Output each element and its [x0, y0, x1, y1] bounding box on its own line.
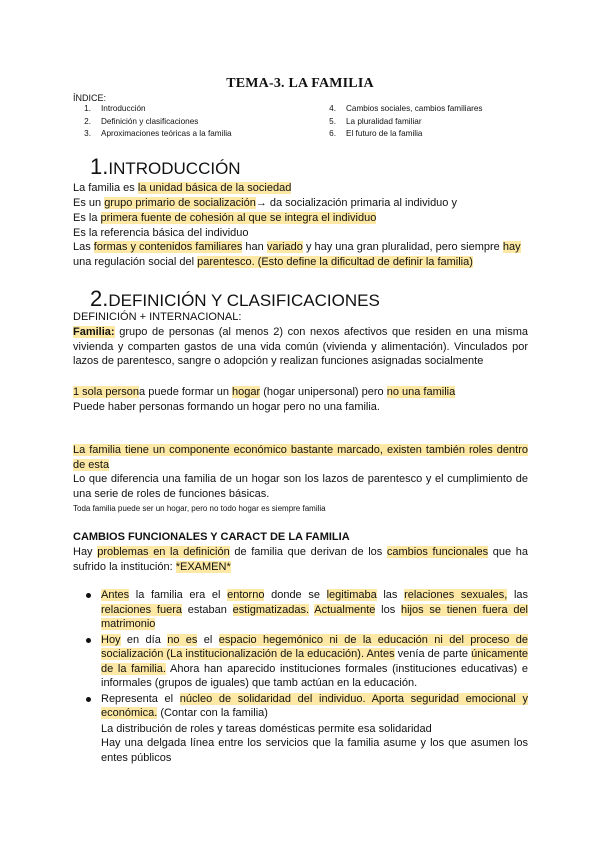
- cambios-heading: CAMBIOS FUNCIONALES Y CARACT DE LA FAMILIA: [73, 531, 350, 543]
- list-item: Antes la familia era el entorno donde se legitimaba las relaciones sexuales, las relaciones fuera estaban estigmatizadas. Actualmente los hijos se tienen fuera del matrimonio: [73, 588, 528, 632]
- text-line: Es un grupo primario de socialización→ da socialización primaria al individuo y: [73, 197, 457, 209]
- bullet-icon: [86, 593, 91, 598]
- text-line: Es la primera fuente de cohesión al que se integra el individuo: [73, 212, 377, 224]
- cambios-list: [73, 588, 528, 765]
- text-line: Puede haber personas formando un hogar pero no una familia.: [73, 401, 380, 413]
- index-label: ÍNDICE:: [73, 93, 107, 103]
- bullet-icon: [86, 638, 91, 643]
- document-title: TEMA-3. LA FAMILIA: [226, 76, 374, 91]
- index-item: 1. Introducción: [84, 104, 146, 113]
- list-subtext: Hay una delgada línea entre los servicios que la familia asume y los que asumen los entes públicos: [101, 737, 528, 764]
- index-list-left: [73, 103, 232, 141]
- text-line: La familia es la unidad básica de la sociedad: [73, 182, 292, 194]
- section-heading-introduccion: 1.INTRODUCCIÓN: [90, 154, 241, 179]
- index-item: 3. Aproximaciones teóricas a la familia: [84, 129, 232, 138]
- definition-paragraph: Familia: grupo de personas (al menos 2) con nexos afectivos que residen en una misma vivienda y comparten gastos de una vida común (vivienda y alimentación). Vinculados por lazos de parentesco, sangre o adopción y realizan funciones asignadas socialmente: [73, 326, 528, 367]
- cambios-intro: Hay problemas en la definición de familia que derivan de los cambios funcionales que ha sufrido la institución: *EXAMEN*: [73, 546, 529, 573]
- economic-paragraph: La familia tiene un componente económico bastante marcado, existen también roles dentro de esta: [73, 444, 528, 471]
- list-item: Hoy en día no es el espacio hegemónico ni de la educación ni del proceso de socialización (La institucionalización de la educación). Antes venía de parte únicamente de la familia. Ahora han aparecido instituciones formales (instituciones educativas) e informales (grupos de iguales) que tamb actúan en la educación.: [73, 633, 528, 691]
- index-item: 5. La pluralidad familiar: [329, 116, 422, 126]
- difference-paragraph: Lo que diferencia una familia de un hogar son los lazos de parentesco y el cumplimiento de una serie de roles de funciones básicas.: [73, 473, 528, 500]
- small-note: Toda familia puede ser un hogar, pero no todo hogar es siempre familia: [73, 504, 326, 513]
- bullet-icon: [86, 697, 91, 702]
- index-list-right: [318, 103, 483, 141]
- text-line: Es la referencia básica del individuo: [73, 227, 249, 239]
- index-item: 4. Cambios sociales, cambios familiares: [329, 104, 483, 113]
- text-line: una regulación social del parentesco. (Esto define la dificultad de definir la familia): [73, 256, 473, 268]
- text-line: 1 sola persona puede formar un hogar (hogar unipersonal) pero no una familia: [73, 386, 456, 398]
- section-heading-definicion: 2.DEFINICIÓN Y CLASIFICACIONES: [90, 286, 380, 311]
- subheading: DEFINICIÓN + INTERNACIONAL:: [73, 311, 242, 323]
- text-line: Las formas y contenidos familiares han variado y hay una gran pluralidad, pero siempre hay: [73, 241, 521, 253]
- index-item: 6. El futuro de la familia: [329, 129, 423, 138]
- list-subtext: La distribución de roles y tareas domésticas permite esa solidaridad: [101, 722, 432, 735]
- index-item: 2. Definición y clasificaciones: [84, 116, 199, 126]
- list-item: Representa el núcleo de solidaridad del individuo. Aporta seguridad emocional y económica. (Contar con la familia): [73, 692, 528, 721]
